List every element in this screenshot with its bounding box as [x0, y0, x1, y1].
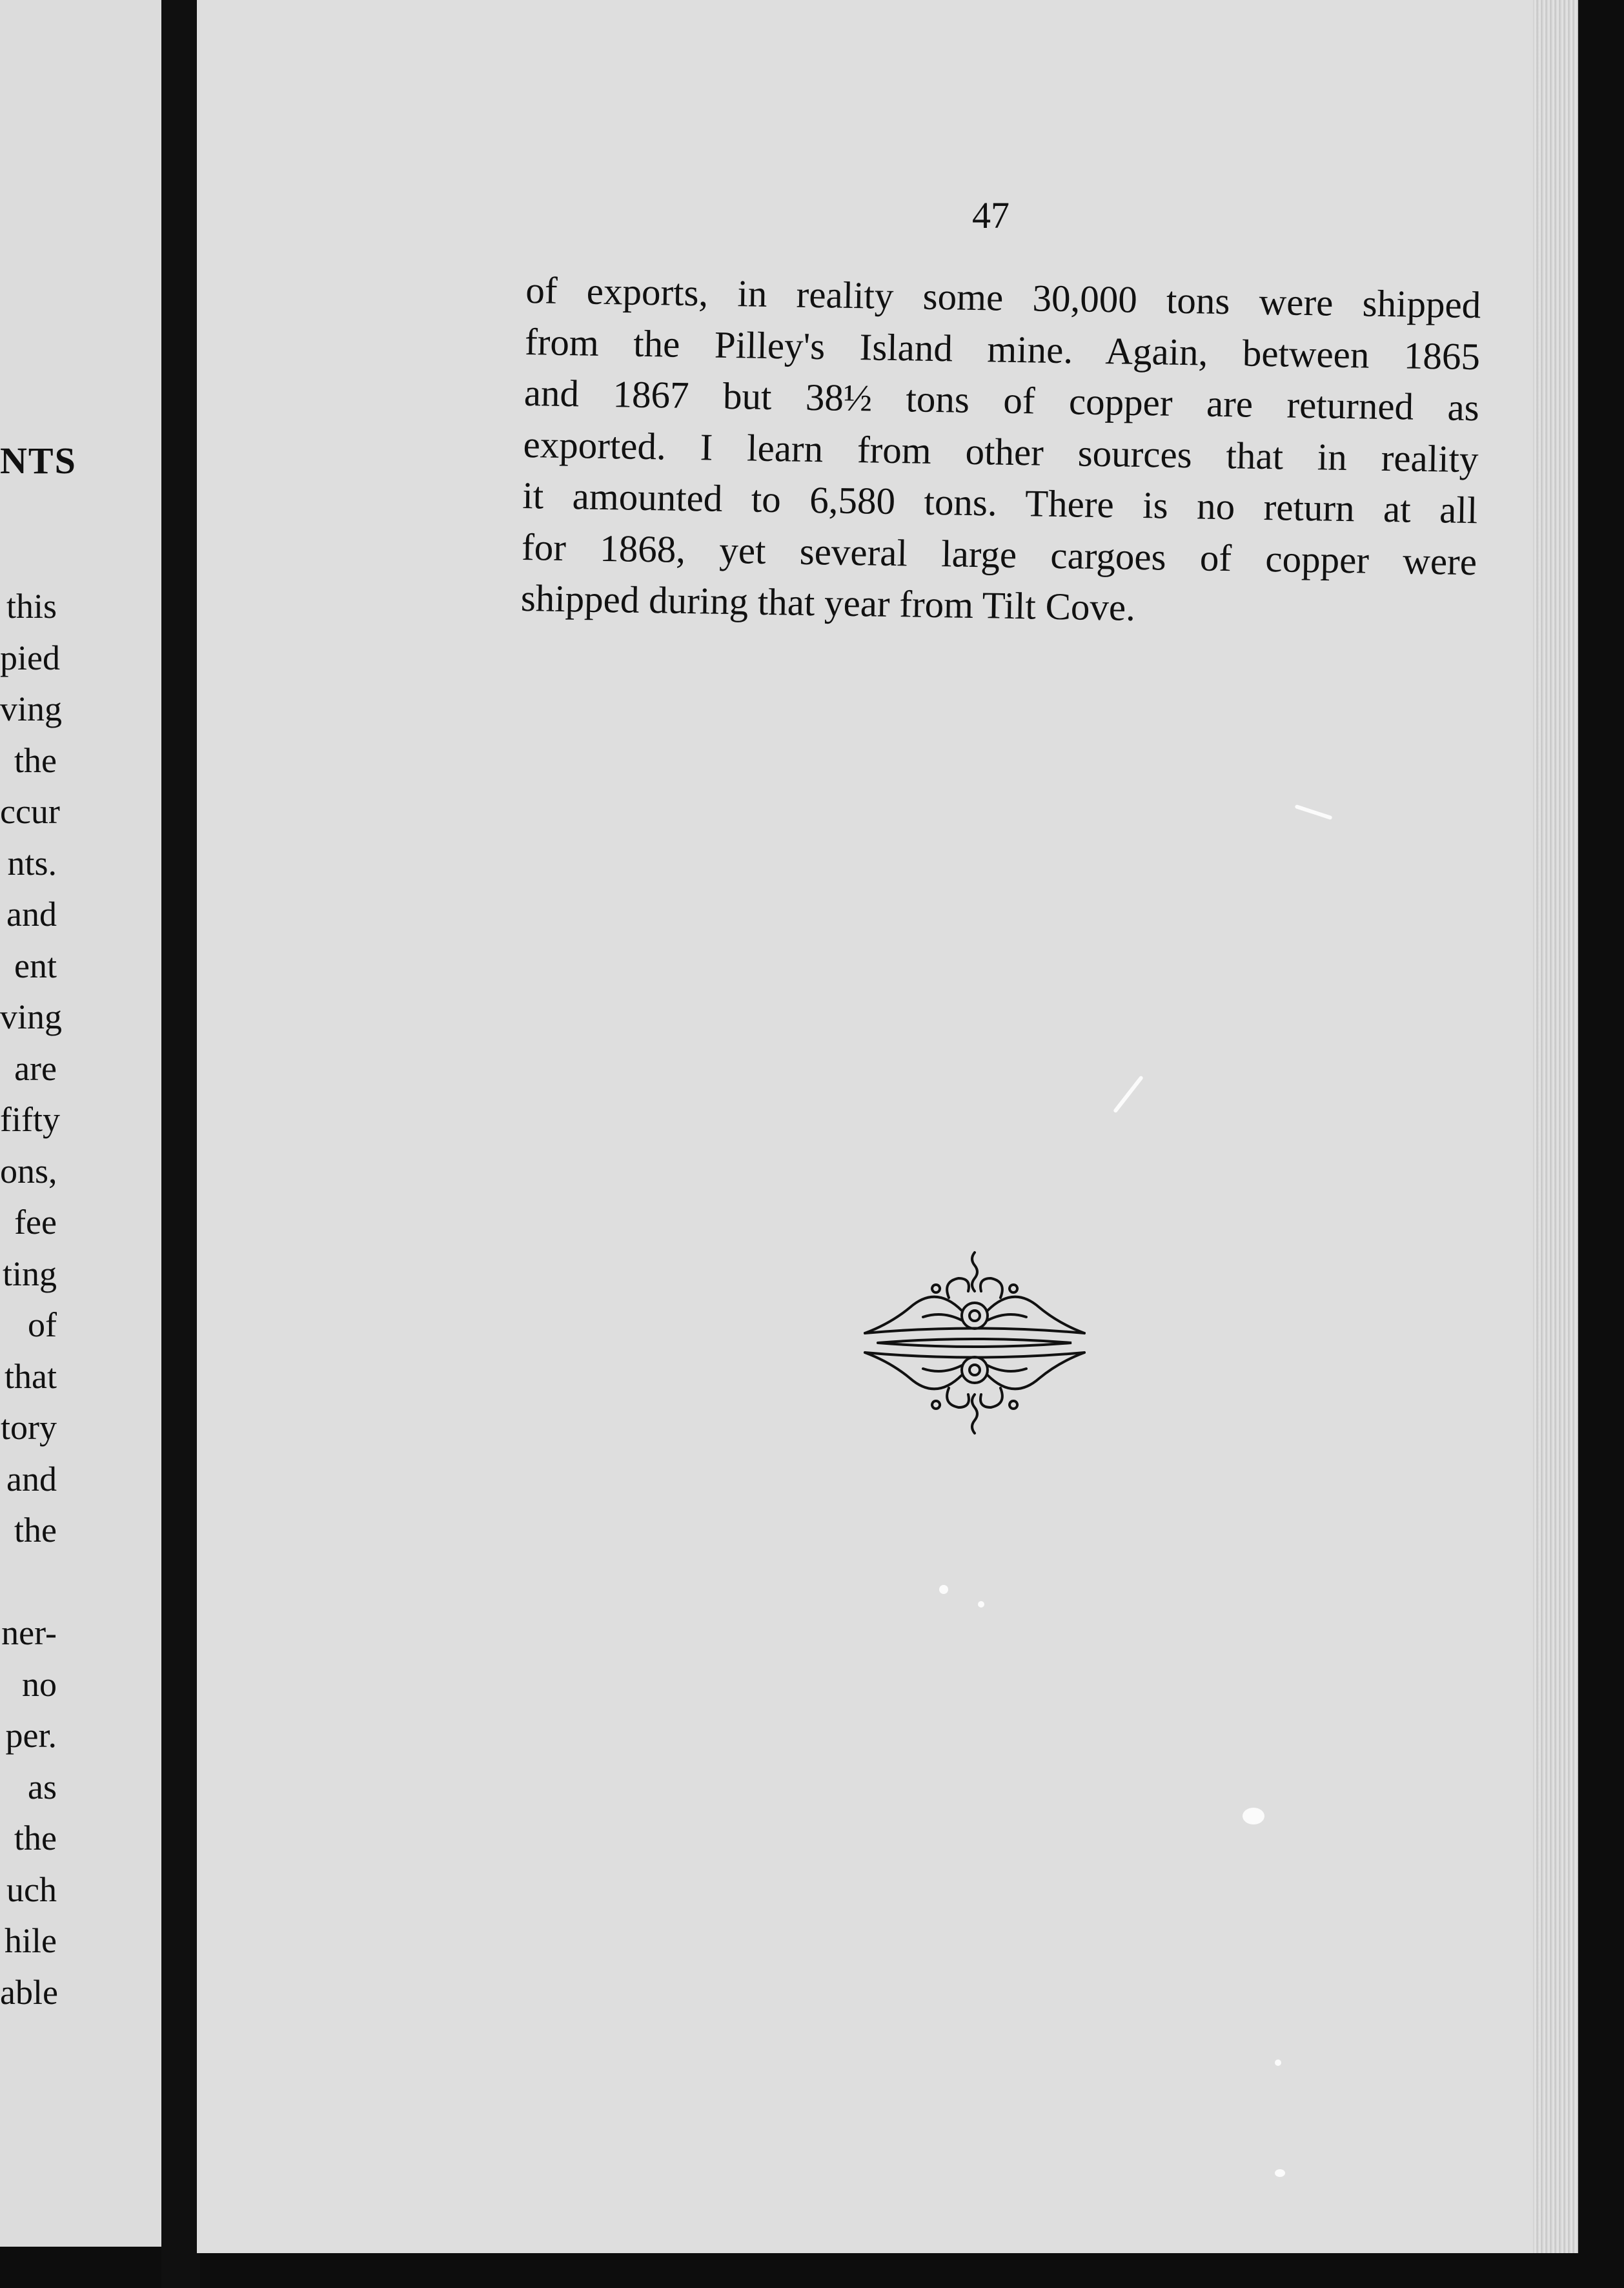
left-line-fragment: [0, 1557, 57, 1608]
left-line-fragment: and: [6, 1459, 57, 1498]
left-line-fragment: that: [5, 1356, 57, 1396]
left-line-fragment: ccur: [0, 792, 60, 831]
left-line-fragment: uch: [6, 1870, 57, 1909]
left-line-fragment: of: [28, 1305, 57, 1344]
text-line: shipped during that year from Tilt Cove.: [520, 576, 1136, 629]
left-line-fragment: the: [14, 1819, 57, 1857]
left-line-fragment: ent: [14, 946, 57, 985]
left-line-fragment: and: [6, 895, 57, 934]
left-line-fragment: the: [14, 1511, 57, 1549]
left-line-fragment: fifty: [0, 1100, 60, 1139]
text-line: from the Pilley's Island mine. Again, between 1865: [524, 320, 1481, 378]
left-line-fragment: hile: [5, 1921, 57, 1960]
fleuron-ornament-icon: [852, 1246, 1097, 1440]
left-line-fragment: the: [14, 741, 57, 780]
left-page-text-fragments: [0, 581, 63, 2018]
left-line-fragment: as: [28, 1767, 57, 1806]
left-line-fragment: ting: [2, 1254, 57, 1293]
left-line-fragment: ner-: [1, 1613, 57, 1652]
left-line-fragment: are: [14, 1048, 57, 1088]
left-line-fragment: per.: [5, 1716, 57, 1755]
text-line: of exports, in reality some 30,000 tons were shipped: [525, 268, 1481, 327]
text-line: exported. I learn from other sources that in reality: [523, 422, 1479, 480]
left-line-fragment: tory: [1, 1408, 57, 1447]
book-gutter: [161, 0, 200, 2288]
page-edge: [1533, 0, 1578, 2253]
left-line-fragment: this: [6, 587, 57, 626]
text-line: for 1868, yet several large cargoes of copper were: [521, 525, 1477, 583]
left-line-fragment: pied: [0, 638, 60, 677]
text-line: it amounted to 6,580 tons. There is no return at all: [522, 473, 1478, 532]
text-line: and 1867 but 38½ tons of copper are returned as: [523, 371, 1480, 429]
left-line-fragment: ving: [0, 689, 63, 728]
left-facing-page: [0, 0, 187, 2247]
left-line-fragment: able: [0, 1972, 58, 2012]
left-line-fragment: ons,: [0, 1151, 57, 1190]
page-number: 47: [972, 194, 1010, 236]
left-page-heading-fragment: NTS: [0, 440, 77, 482]
left-line-fragment: fee: [14, 1203, 57, 1241]
left-line-fragment: no: [22, 1664, 57, 1704]
page-body-text: [520, 265, 1481, 639]
right-page: [197, 0, 1578, 2253]
left-line-fragment: nts.: [7, 843, 57, 883]
left-line-fragment: ving: [0, 997, 63, 1036]
